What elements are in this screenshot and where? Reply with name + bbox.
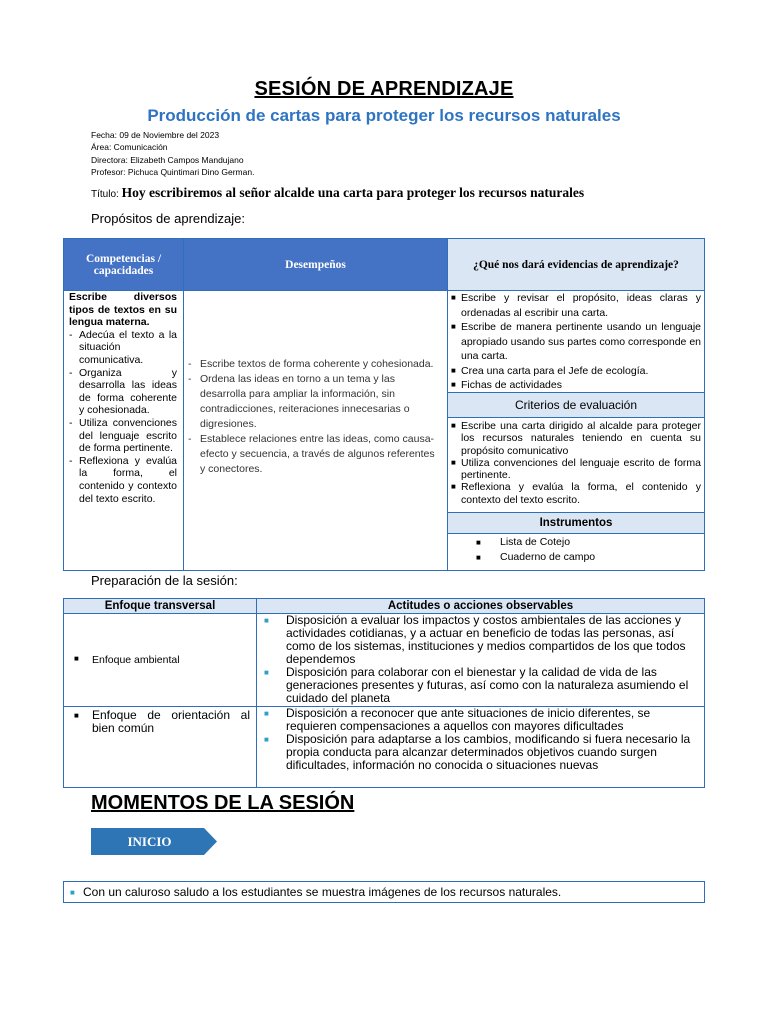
capacidad-item: - Organiza y desarrolla las ideas de forma coherente y cohesionada.	[69, 366, 177, 417]
capacidad-item: - Reflexiona y evalúa la forma, el contenido y contexto del texto escrito.	[69, 454, 177, 505]
bullet-square-icon: ■	[451, 380, 456, 389]
competencia-title: Escribe diversos tipos de textos en su lengua materna.	[69, 291, 177, 329]
header-desempenos: Desempeños	[183, 239, 447, 290]
momentos-title: MOMENTOS DE LA SESIÓN	[91, 792, 355, 814]
meta-directora: Directora: Elizabeth Campos Mandujano	[91, 154, 244, 165]
bullet-square-icon: ■	[264, 735, 269, 744]
criterio-item: ■ Escribe una carta dirigido al alcalde para proteger los recursos naturales teniendo en cuenta su propósito comunicativo	[451, 420, 701, 457]
actitud-item: ■ Disposición a evaluar los impactos y costos ambientales de las acciones y actividades cotidianas, y a actuar en beneficio de todas las personas, así como de los sistemas, instituciones y medios compartidos de los que todos dependemos	[264, 613, 686, 666]
capacidad-item: - Utiliza convenciones del lenguaje escrito de forma pertinente.	[69, 416, 177, 455]
meta-fecha: Fecha: 09 de Noviembre del 2023	[91, 130, 220, 140]
bullet-square-icon: ■	[451, 421, 456, 430]
desempenos-cell	[188, 357, 442, 477]
titulo-text: Hoy escribiremos al señor alcalde una carta para proteger los recursos naturales	[121, 185, 585, 200]
propositos-table	[63, 238, 705, 571]
header-evidencias: ¿Qué nos dará evidencias de aprendizaje?	[447, 239, 704, 290]
bullet-square-icon: ■	[451, 457, 456, 467]
enfoques-table	[63, 598, 705, 788]
competencias-cell	[69, 291, 177, 505]
actitud-item: ■ Disposición para adaptarse a los cambios, modificando si fuera necesario la propia conducta para alcanzar determinados objetivos cuando surgen dificultades, información no conocida o situaciones nuevas	[264, 732, 691, 772]
bullet-square-icon: ■	[451, 322, 456, 331]
criterios-cell	[451, 420, 701, 506]
header-competencias: Competencias / capacidades	[64, 239, 183, 290]
inicio-text: Con un caluroso saludo a los estudiantes se muestra imágenes de los recursos naturales.	[83, 885, 562, 899]
actitudes-cell	[264, 614, 702, 705]
bullet-square-icon: ■	[451, 482, 456, 492]
evidencia-item: ■ Escribe y revisar el propósito, ideas claras y ordenadas al escribir una carta.	[451, 292, 701, 319]
page-subtitle: Producción de cartas para proteger los recursos naturales	[147, 106, 621, 125]
header-enfoque: Enfoque transversal	[64, 599, 256, 613]
bullet-square-icon: ■	[264, 616, 269, 625]
header-actitudes: Actitudes o acciones observables	[256, 599, 704, 613]
evidencia-item: ■ Fichas de actividades	[451, 379, 562, 391]
inicio-box	[63, 881, 705, 903]
criterio-item: ■ Reflexiona y evalúa la forma, el contenido y contexto del texto escrito.	[451, 481, 701, 506]
instrumento-item: ■ Lista de Cotejo	[476, 536, 571, 548]
bullet-square-icon: ■	[264, 668, 269, 677]
actitudes-cell	[264, 707, 702, 772]
titulo-label: Título:	[91, 189, 119, 200]
inicio-label: INICIO	[127, 833, 172, 849]
bullet-square-icon: ■	[451, 365, 456, 375]
enfoque-cell: ■ Enfoque ambiental	[74, 654, 180, 666]
criterios-header: Criterios de evaluación	[448, 393, 704, 417]
column-divider	[256, 613, 257, 787]
meta-profesor: Profesor: Pichuca Quintimari Dino German.	[91, 166, 255, 177]
criterio-item: ■ Utiliza convenciones del lenguaje escrito de forma pertinente.	[451, 456, 701, 482]
preparacion-label: Preparación de la sesión:	[91, 573, 238, 588]
meta-area: Área: Comunicación	[91, 142, 168, 153]
desempeno-item: - Ordena las ideas en torno a un tema y las desarrolla para ampliar la información, sin contradicciones, reiteraciones innecesarias o digresiones.	[188, 373, 410, 430]
column-divider	[183, 290, 184, 571]
page-title: SESIÓN DE APRENDIZAJE	[254, 78, 514, 100]
propositos-label: Propósitos de aprendizaje:	[91, 211, 245, 226]
bullet-square-icon: ■	[74, 711, 79, 720]
evidencia-item: ■ Crea una carta para el Jefe de ecología.	[451, 364, 649, 377]
actitud-item: ■ Disposición para colaborar con el bienestar y la calidad de vida de las generaciones presentes y futuras, así como con la naturaleza asumiendo el cuidado del planeta	[264, 665, 689, 705]
desempeno-item: - Establece relaciones entre las ideas, como causa-efecto y secuencia, a través de algunos referentes y conectores.	[188, 433, 435, 475]
instrumento-item: ■ Cuaderno de campo	[476, 551, 596, 563]
session-titulo	[91, 185, 584, 201]
instrumentos-cell	[476, 535, 595, 565]
row-divider	[447, 417, 704, 418]
evidencias-cell	[451, 291, 701, 393]
actitud-item: ■ Disposición a reconocer que ante situaciones de inicio diferentes, se requieren compensaciones a aquellos con mayores dificultades	[264, 706, 651, 733]
session-meta	[91, 129, 254, 178]
bullet-square-icon: ■	[476, 538, 481, 547]
instrumentos-header: Instrumentos	[448, 513, 704, 533]
bullet-square-icon: ■	[264, 709, 269, 718]
bullet-square-icon: ■	[451, 293, 456, 302]
desempeno-item: - Escribe textos de forma coherente y cohesionada.	[188, 358, 434, 370]
row-divider	[447, 533, 704, 534]
enfoque-cell: ■ Enfoque de orientación al bien común	[74, 708, 250, 735]
evidencia-item: ■ Escribe de manera pertinente usando un lenguaje apropiado usando sus partes como corresponde en una carta.	[451, 321, 701, 362]
bullet-square-icon: ■	[74, 654, 79, 663]
bullet-square-icon: ■	[70, 887, 75, 897]
capacidad-item: - Adecúa el texto a la situación comunicativa.	[69, 328, 177, 366]
bullet-square-icon: ■	[476, 553, 481, 562]
